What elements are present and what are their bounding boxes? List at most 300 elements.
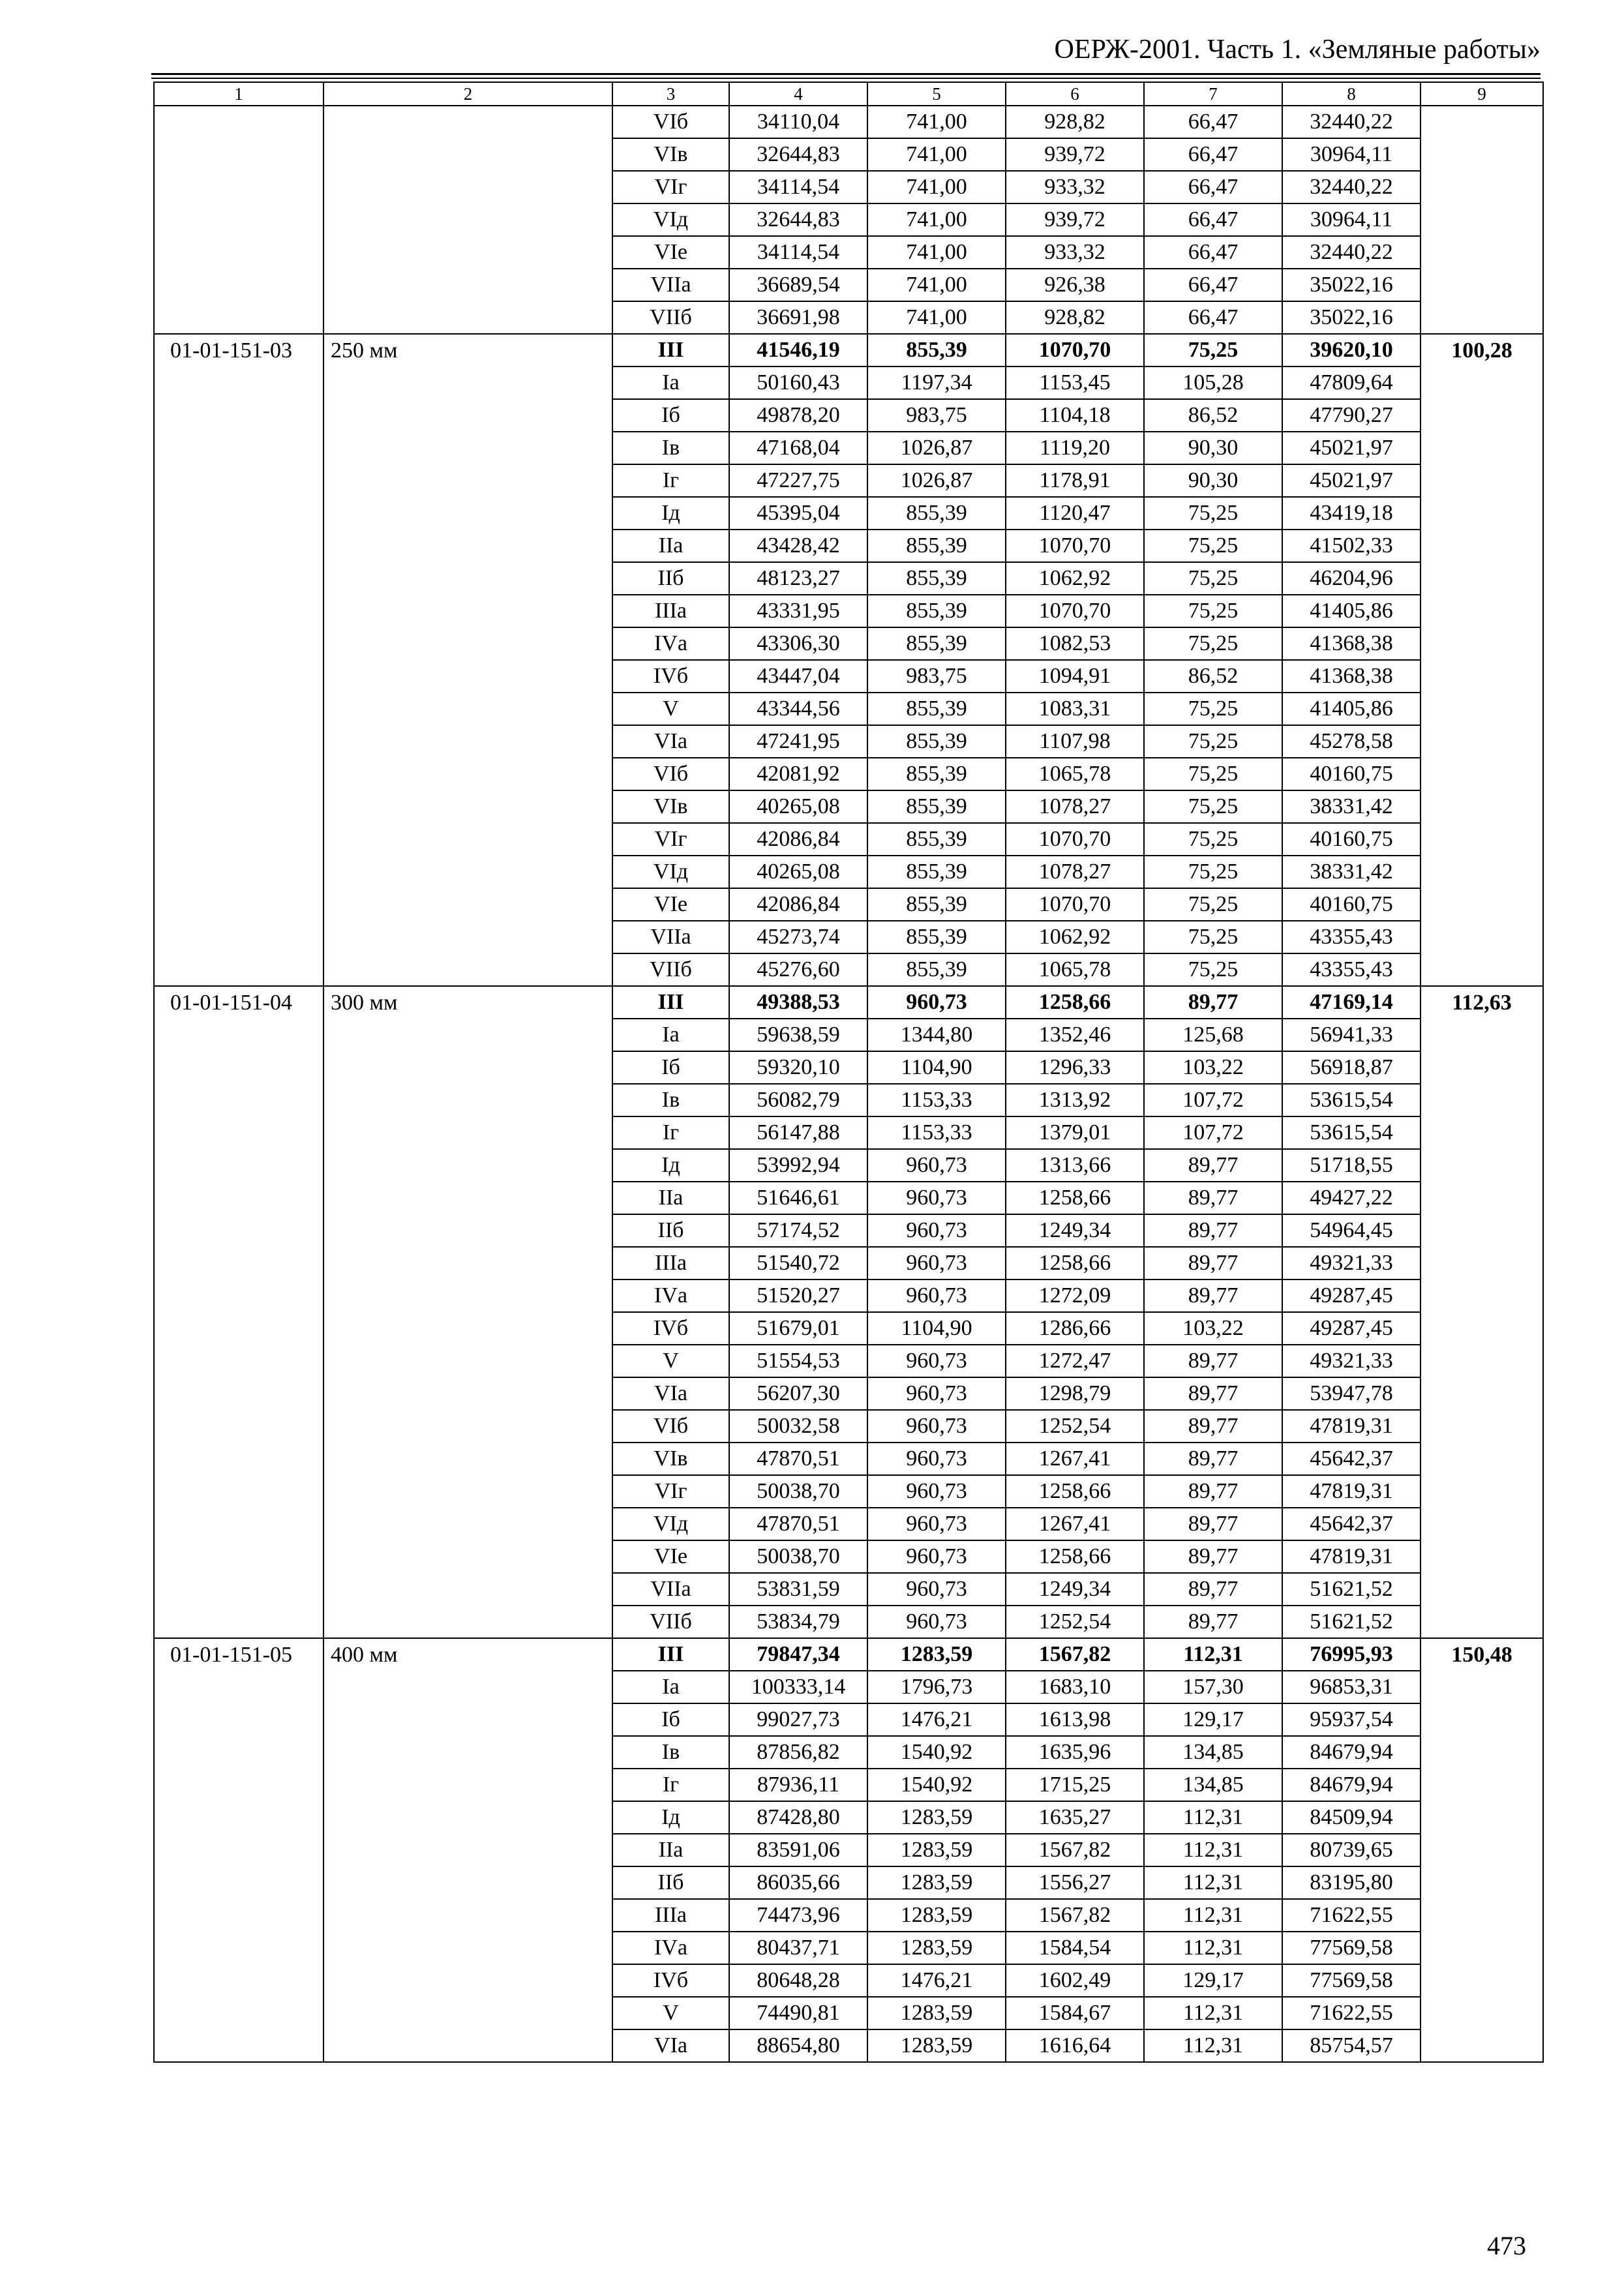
machine-cost-cell: 1065,78 bbox=[1006, 758, 1144, 790]
diameter-cell bbox=[323, 1899, 612, 1932]
materials-cost-cell: 54964,45 bbox=[1282, 1214, 1421, 1247]
materials-cost-cell: 40160,75 bbox=[1282, 758, 1421, 790]
operator-wage-cell: 105,28 bbox=[1144, 367, 1282, 399]
code-cell bbox=[154, 1606, 323, 1638]
materials-cost-cell: 45642,37 bbox=[1282, 1508, 1421, 1540]
labor-cost-cell: 1283,59 bbox=[867, 2029, 1006, 2062]
total-cost-cell: 87856,82 bbox=[729, 1736, 867, 1769]
code-cell bbox=[154, 1279, 323, 1312]
machine-cost-cell: 1065,78 bbox=[1006, 953, 1144, 986]
code-cell bbox=[154, 823, 323, 856]
machine-cost-cell: 1258,66 bbox=[1006, 1182, 1144, 1214]
table-row bbox=[154, 1997, 1543, 2029]
total-cost-cell: 47870,51 bbox=[729, 1443, 867, 1475]
total-cost-cell: 47168,04 bbox=[729, 432, 867, 464]
materials-cost-cell: 35022,16 bbox=[1282, 301, 1421, 334]
total-cost-cell: 74490,81 bbox=[729, 1997, 867, 2029]
total-cost-cell: 53834,79 bbox=[729, 1606, 867, 1638]
labor-cost-cell: 960,73 bbox=[867, 1410, 1006, 1443]
operator-wage-cell: 66,47 bbox=[1144, 171, 1282, 203]
labor-cost-cell: 741,00 bbox=[867, 236, 1006, 269]
soil-group-cell: IIIа bbox=[612, 1247, 729, 1279]
table-row bbox=[154, 595, 1543, 627]
labor-hours-cell bbox=[1421, 1866, 1543, 1899]
materials-cost-cell: 51621,52 bbox=[1282, 1573, 1421, 1606]
operator-wage-cell: 75,25 bbox=[1144, 693, 1282, 725]
code-cell bbox=[154, 464, 323, 497]
table-row bbox=[154, 432, 1543, 464]
labor-cost-cell: 741,00 bbox=[867, 171, 1006, 203]
machine-cost-cell: 1267,41 bbox=[1006, 1508, 1144, 1540]
code-cell bbox=[154, 1540, 323, 1573]
total-cost-cell: 51520,27 bbox=[729, 1279, 867, 1312]
machine-cost-cell: 1635,27 bbox=[1006, 1801, 1144, 1834]
table-row bbox=[154, 627, 1543, 660]
total-cost-cell: 56147,88 bbox=[729, 1116, 867, 1149]
running-header: ОЕРЖ-2001. Часть 1. «Земляные работы» bbox=[1054, 35, 1541, 65]
total-cost-cell: 50038,70 bbox=[729, 1540, 867, 1573]
soil-group-cell: Iв bbox=[612, 432, 729, 464]
machine-cost-cell: 1252,54 bbox=[1006, 1410, 1144, 1443]
diameter-cell bbox=[323, 1671, 612, 1703]
labor-hours-cell bbox=[1421, 236, 1543, 269]
code-cell bbox=[154, 1214, 323, 1247]
diameter-cell bbox=[323, 921, 612, 953]
code-cell bbox=[154, 1997, 323, 2029]
labor-cost-cell: 741,00 bbox=[867, 106, 1006, 138]
machine-cost-cell: 1120,47 bbox=[1006, 497, 1144, 530]
machine-cost-cell: 1258,66 bbox=[1006, 986, 1144, 1019]
diameter-cell bbox=[323, 1410, 612, 1443]
soil-group-cell: IIа bbox=[612, 1834, 729, 1866]
operator-wage-cell: 90,30 bbox=[1144, 432, 1282, 464]
operator-wage-cell: 129,17 bbox=[1144, 1964, 1282, 1997]
operator-wage-cell: 75,25 bbox=[1144, 790, 1282, 823]
operator-wage-cell: 89,77 bbox=[1144, 1443, 1282, 1475]
code-cell bbox=[154, 138, 323, 171]
machine-cost-cell: 1083,31 bbox=[1006, 693, 1144, 725]
materials-cost-cell: 47169,14 bbox=[1282, 986, 1421, 1019]
soil-group-cell: IVб bbox=[612, 1312, 729, 1345]
code-cell bbox=[154, 693, 323, 725]
soil-group-cell: VIг bbox=[612, 823, 729, 856]
operator-wage-cell: 75,25 bbox=[1144, 758, 1282, 790]
materials-cost-cell: 85754,57 bbox=[1282, 2029, 1421, 2062]
table-row bbox=[154, 888, 1543, 921]
labor-hours-cell bbox=[1421, 725, 1543, 758]
table-row bbox=[154, 1247, 1543, 1279]
soil-group-cell: VIIа bbox=[612, 921, 729, 953]
total-cost-cell: 36689,54 bbox=[729, 269, 867, 301]
labor-cost-cell: 855,39 bbox=[867, 595, 1006, 627]
labor-hours-cell bbox=[1421, 1997, 1543, 2029]
table-row bbox=[154, 301, 1543, 334]
machine-cost-cell: 1272,47 bbox=[1006, 1345, 1144, 1377]
operator-wage-cell: 89,77 bbox=[1144, 1540, 1282, 1573]
code-cell bbox=[154, 627, 323, 660]
labor-hours-cell bbox=[1421, 1703, 1543, 1736]
labor-cost-cell: 855,39 bbox=[867, 693, 1006, 725]
materials-cost-cell: 43419,18 bbox=[1282, 497, 1421, 530]
soil-group-cell: IIIа bbox=[612, 1899, 729, 1932]
soil-group-cell: VIв bbox=[612, 790, 729, 823]
labor-cost-cell: 960,73 bbox=[867, 1540, 1006, 1573]
operator-wage-cell: 157,30 bbox=[1144, 1671, 1282, 1703]
diameter-cell bbox=[323, 236, 612, 269]
column-number: 8 bbox=[1282, 82, 1421, 106]
machine-cost-cell: 933,32 bbox=[1006, 171, 1144, 203]
soil-group-cell: VIд bbox=[612, 856, 729, 888]
labor-cost-cell: 1283,59 bbox=[867, 1801, 1006, 1834]
table-row bbox=[154, 953, 1543, 986]
soil-group-cell: Iд bbox=[612, 1801, 729, 1834]
labor-hours-cell bbox=[1421, 1475, 1543, 1508]
code-cell bbox=[154, 2029, 323, 2062]
labor-cost-cell: 1026,87 bbox=[867, 432, 1006, 464]
table-row bbox=[154, 758, 1543, 790]
machine-cost-cell: 933,32 bbox=[1006, 236, 1144, 269]
labor-cost-cell: 855,39 bbox=[867, 497, 1006, 530]
labor-hours-cell bbox=[1421, 856, 1543, 888]
labor-cost-cell: 855,39 bbox=[867, 627, 1006, 660]
table-row bbox=[154, 1345, 1543, 1377]
materials-cost-cell: 43355,43 bbox=[1282, 953, 1421, 986]
machine-cost-cell: 1298,79 bbox=[1006, 1377, 1144, 1410]
materials-cost-cell: 30964,11 bbox=[1282, 203, 1421, 236]
operator-wage-cell: 134,85 bbox=[1144, 1769, 1282, 1801]
machine-cost-cell: 1567,82 bbox=[1006, 1834, 1144, 1866]
soil-group-cell: Iб bbox=[612, 1051, 729, 1084]
labor-cost-cell: 1283,59 bbox=[867, 1899, 1006, 1932]
labor-hours-cell bbox=[1421, 1508, 1543, 1540]
table-row bbox=[154, 106, 1543, 138]
labor-cost-cell: 741,00 bbox=[867, 269, 1006, 301]
materials-cost-cell: 41502,33 bbox=[1282, 530, 1421, 562]
labor-cost-cell: 960,73 bbox=[867, 986, 1006, 1019]
table-row bbox=[154, 986, 1543, 1019]
diameter-cell bbox=[323, 1312, 612, 1345]
code-cell bbox=[154, 171, 323, 203]
diameter-cell bbox=[323, 1345, 612, 1377]
machine-cost-cell: 926,38 bbox=[1006, 269, 1144, 301]
table-row bbox=[154, 1116, 1543, 1149]
soil-group-cell: VIе bbox=[612, 1540, 729, 1573]
labor-hours-cell bbox=[1421, 1214, 1543, 1247]
machine-cost-cell: 1379,01 bbox=[1006, 1116, 1144, 1149]
operator-wage-cell: 107,72 bbox=[1144, 1084, 1282, 1116]
soil-group-cell: VIа bbox=[612, 725, 729, 758]
total-cost-cell: 42081,92 bbox=[729, 758, 867, 790]
labor-cost-cell: 1283,59 bbox=[867, 1866, 1006, 1899]
soil-group-cell: VIе bbox=[612, 236, 729, 269]
diameter-cell bbox=[323, 1769, 612, 1801]
labor-cost-cell: 960,73 bbox=[867, 1247, 1006, 1279]
labor-hours-cell bbox=[1421, 1540, 1543, 1573]
soil-group-cell: Iб bbox=[612, 1703, 729, 1736]
code-cell bbox=[154, 1312, 323, 1345]
code-cell bbox=[154, 1345, 323, 1377]
soil-group-cell: IIб bbox=[612, 562, 729, 595]
table-row bbox=[154, 203, 1543, 236]
labor-hours-cell bbox=[1421, 138, 1543, 171]
table-row bbox=[154, 1377, 1543, 1410]
labor-cost-cell: 855,39 bbox=[867, 888, 1006, 921]
operator-wage-cell: 89,77 bbox=[1144, 1182, 1282, 1214]
labor-cost-cell: 1283,59 bbox=[867, 1834, 1006, 1866]
code-cell bbox=[154, 1671, 323, 1703]
machine-cost-cell: 1119,20 bbox=[1006, 432, 1144, 464]
machine-cost-cell: 1616,64 bbox=[1006, 2029, 1144, 2062]
code-cell bbox=[154, 1736, 323, 1769]
table-row bbox=[154, 1736, 1543, 1769]
code-cell bbox=[154, 595, 323, 627]
soil-group-cell: Iг bbox=[612, 1769, 729, 1801]
diameter-cell bbox=[323, 1377, 612, 1410]
table-row bbox=[154, 1214, 1543, 1247]
labor-hours-cell bbox=[1421, 627, 1543, 660]
machine-cost-cell: 928,82 bbox=[1006, 106, 1144, 138]
operator-wage-cell: 112,31 bbox=[1144, 1801, 1282, 1834]
labor-hours-cell bbox=[1421, 1736, 1543, 1769]
labor-hours-cell bbox=[1421, 1051, 1543, 1084]
materials-cost-cell: 53615,54 bbox=[1282, 1084, 1421, 1116]
operator-wage-cell: 66,47 bbox=[1144, 203, 1282, 236]
labor-hours-cell bbox=[1421, 1964, 1543, 1997]
labor-cost-cell: 1344,80 bbox=[867, 1019, 1006, 1051]
total-cost-cell: 34114,54 bbox=[729, 171, 867, 203]
total-cost-cell: 43447,04 bbox=[729, 660, 867, 693]
labor-hours-cell: 100,28 bbox=[1421, 334, 1543, 367]
total-cost-cell: 32644,83 bbox=[729, 203, 867, 236]
diameter-cell bbox=[323, 1540, 612, 1573]
soil-group-cell: VIв bbox=[612, 1443, 729, 1475]
total-cost-cell: 41546,19 bbox=[729, 334, 867, 367]
soil-group-cell: V bbox=[612, 693, 729, 725]
labor-cost-cell: 1026,87 bbox=[867, 464, 1006, 497]
machine-cost-cell: 1272,09 bbox=[1006, 1279, 1144, 1312]
table-row bbox=[154, 1410, 1543, 1443]
total-cost-cell: 87936,11 bbox=[729, 1769, 867, 1801]
labor-cost-cell: 1796,73 bbox=[867, 1671, 1006, 1703]
labor-hours-cell bbox=[1421, 497, 1543, 530]
soil-group-cell: IVб bbox=[612, 1964, 729, 1997]
labor-hours-cell bbox=[1421, 921, 1543, 953]
total-cost-cell: 50160,43 bbox=[729, 367, 867, 399]
machine-cost-cell: 939,72 bbox=[1006, 203, 1144, 236]
diameter-cell bbox=[323, 1997, 612, 2029]
table-row bbox=[154, 1312, 1543, 1345]
soil-group-cell: III bbox=[612, 334, 729, 367]
total-cost-cell: 43428,42 bbox=[729, 530, 867, 562]
diameter-cell: 400 мм bbox=[323, 1638, 612, 1671]
materials-cost-cell: 43355,43 bbox=[1282, 921, 1421, 953]
labor-hours-cell bbox=[1421, 1801, 1543, 1834]
machine-cost-cell: 1107,98 bbox=[1006, 725, 1144, 758]
operator-wage-cell: 66,47 bbox=[1144, 236, 1282, 269]
total-cost-cell: 45273,74 bbox=[729, 921, 867, 953]
materials-cost-cell: 80739,65 bbox=[1282, 1834, 1421, 1866]
diameter-cell bbox=[323, 301, 612, 334]
table-row bbox=[154, 1051, 1543, 1084]
code-cell bbox=[154, 562, 323, 595]
column-number: 4 bbox=[729, 82, 867, 106]
total-cost-cell: 43331,95 bbox=[729, 595, 867, 627]
total-cost-cell: 51540,72 bbox=[729, 1247, 867, 1279]
table-row bbox=[154, 1149, 1543, 1182]
diameter-cell bbox=[323, 106, 612, 138]
total-cost-cell: 43344,56 bbox=[729, 693, 867, 725]
table-row bbox=[154, 693, 1543, 725]
code-cell bbox=[154, 1899, 323, 1932]
code-cell bbox=[154, 1149, 323, 1182]
labor-hours-cell bbox=[1421, 1084, 1543, 1116]
machine-cost-cell: 1683,10 bbox=[1006, 1671, 1144, 1703]
materials-cost-cell: 96853,31 bbox=[1282, 1671, 1421, 1703]
materials-cost-cell: 47819,31 bbox=[1282, 1475, 1421, 1508]
soil-group-cell: IVб bbox=[612, 660, 729, 693]
table-row bbox=[154, 1019, 1543, 1051]
operator-wage-cell: 75,25 bbox=[1144, 856, 1282, 888]
labor-hours-cell bbox=[1421, 1377, 1543, 1410]
materials-cost-cell: 71622,55 bbox=[1282, 1899, 1421, 1932]
diameter-cell bbox=[323, 1508, 612, 1540]
labor-cost-cell: 741,00 bbox=[867, 138, 1006, 171]
table-row bbox=[154, 1899, 1543, 1932]
code-cell bbox=[154, 1834, 323, 1866]
operator-wage-cell: 134,85 bbox=[1144, 1736, 1282, 1769]
labor-cost-cell: 1283,59 bbox=[867, 1638, 1006, 1671]
diameter-cell bbox=[323, 1736, 612, 1769]
total-cost-cell: 50038,70 bbox=[729, 1475, 867, 1508]
operator-wage-cell: 66,47 bbox=[1144, 106, 1282, 138]
operator-wage-cell: 129,17 bbox=[1144, 1703, 1282, 1736]
materials-cost-cell: 38331,42 bbox=[1282, 856, 1421, 888]
labor-hours-cell bbox=[1421, 203, 1543, 236]
table-row bbox=[154, 921, 1543, 953]
labor-hours-cell bbox=[1421, 1671, 1543, 1703]
machine-cost-cell: 1715,25 bbox=[1006, 1769, 1144, 1801]
page-number: 473 bbox=[1487, 2231, 1526, 2260]
soil-group-cell: V bbox=[612, 1345, 729, 1377]
machine-cost-cell: 1178,91 bbox=[1006, 464, 1144, 497]
operator-wage-cell: 75,25 bbox=[1144, 888, 1282, 921]
total-cost-cell: 87428,80 bbox=[729, 1801, 867, 1834]
labor-hours-cell bbox=[1421, 1019, 1543, 1051]
operator-wage-cell: 66,47 bbox=[1144, 301, 1282, 334]
labor-hours-cell bbox=[1421, 1606, 1543, 1638]
labor-hours-cell bbox=[1421, 2029, 1543, 2062]
labor-hours-cell bbox=[1421, 1899, 1543, 1932]
total-cost-cell: 49878,20 bbox=[729, 399, 867, 432]
labor-cost-cell: 1540,92 bbox=[867, 1736, 1006, 1769]
code-cell bbox=[154, 1084, 323, 1116]
materials-cost-cell: 51621,52 bbox=[1282, 1606, 1421, 1638]
operator-wage-cell: 112,31 bbox=[1144, 2029, 1282, 2062]
code-cell bbox=[154, 106, 323, 138]
soil-group-cell: IIа bbox=[612, 530, 729, 562]
materials-cost-cell: 84679,94 bbox=[1282, 1736, 1421, 1769]
soil-group-cell: Iд bbox=[612, 1149, 729, 1182]
operator-wage-cell: 66,47 bbox=[1144, 269, 1282, 301]
diameter-cell bbox=[323, 432, 612, 464]
materials-cost-cell: 56941,33 bbox=[1282, 1019, 1421, 1051]
table-row bbox=[154, 399, 1543, 432]
labor-cost-cell: 855,39 bbox=[867, 953, 1006, 986]
labor-cost-cell: 960,73 bbox=[867, 1508, 1006, 1540]
column-number: 6 bbox=[1006, 82, 1144, 106]
labor-cost-cell: 1153,33 bbox=[867, 1116, 1006, 1149]
labor-hours-cell bbox=[1421, 1345, 1543, 1377]
labor-hours-cell bbox=[1421, 758, 1543, 790]
column-number: 1 bbox=[154, 82, 323, 106]
diameter-cell bbox=[323, 1866, 612, 1899]
total-cost-cell: 80648,28 bbox=[729, 1964, 867, 1997]
diameter-cell bbox=[323, 823, 612, 856]
machine-cost-cell: 1153,45 bbox=[1006, 367, 1144, 399]
machine-cost-cell: 1567,82 bbox=[1006, 1899, 1144, 1932]
operator-wage-cell: 75,25 bbox=[1144, 921, 1282, 953]
table-row bbox=[154, 823, 1543, 856]
operator-wage-cell: 125,68 bbox=[1144, 1019, 1282, 1051]
diameter-cell bbox=[323, 1834, 612, 1866]
materials-cost-cell: 41368,38 bbox=[1282, 627, 1421, 660]
code-cell bbox=[154, 367, 323, 399]
materials-cost-cell: 32440,22 bbox=[1282, 106, 1421, 138]
labor-cost-cell: 960,73 bbox=[867, 1149, 1006, 1182]
table-row bbox=[154, 1540, 1543, 1573]
code-cell bbox=[154, 1443, 323, 1475]
operator-wage-cell: 75,25 bbox=[1144, 530, 1282, 562]
materials-cost-cell: 45642,37 bbox=[1282, 1443, 1421, 1475]
operator-wage-cell: 107,72 bbox=[1144, 1116, 1282, 1149]
machine-cost-cell: 1584,67 bbox=[1006, 1997, 1144, 2029]
soil-group-cell: Iв bbox=[612, 1736, 729, 1769]
table-row bbox=[154, 725, 1543, 758]
operator-wage-cell: 112,31 bbox=[1144, 1866, 1282, 1899]
table-row bbox=[154, 1084, 1543, 1116]
diameter-cell bbox=[323, 1247, 612, 1279]
total-cost-cell: 34110,04 bbox=[729, 106, 867, 138]
table-row bbox=[154, 138, 1543, 171]
soil-group-cell: VIб bbox=[612, 758, 729, 790]
code-cell bbox=[154, 1377, 323, 1410]
total-cost-cell: 88654,80 bbox=[729, 2029, 867, 2062]
price-table bbox=[153, 82, 1544, 2063]
table-row bbox=[154, 236, 1543, 269]
labor-cost-cell: 983,75 bbox=[867, 399, 1006, 432]
operator-wage-cell: 89,77 bbox=[1144, 1606, 1282, 1638]
table-row bbox=[154, 1475, 1543, 1508]
operator-wage-cell: 89,77 bbox=[1144, 1247, 1282, 1279]
table-row bbox=[154, 1703, 1543, 1736]
labor-cost-cell: 855,39 bbox=[867, 758, 1006, 790]
soil-group-cell: VIг bbox=[612, 1475, 729, 1508]
machine-cost-cell: 1635,96 bbox=[1006, 1736, 1144, 1769]
table-row bbox=[154, 1866, 1543, 1899]
table-row bbox=[154, 171, 1543, 203]
total-cost-cell: 48123,27 bbox=[729, 562, 867, 595]
code-cell bbox=[154, 1019, 323, 1051]
table-row bbox=[154, 269, 1543, 301]
materials-cost-cell: 47809,64 bbox=[1282, 367, 1421, 399]
labor-hours-cell bbox=[1421, 1834, 1543, 1866]
diameter-cell bbox=[323, 530, 612, 562]
total-cost-cell: 79847,34 bbox=[729, 1638, 867, 1671]
code-cell: 01-01-151-03 bbox=[154, 334, 323, 367]
materials-cost-cell: 49427,22 bbox=[1282, 1182, 1421, 1214]
code-cell bbox=[154, 432, 323, 464]
diameter-cell bbox=[323, 269, 612, 301]
